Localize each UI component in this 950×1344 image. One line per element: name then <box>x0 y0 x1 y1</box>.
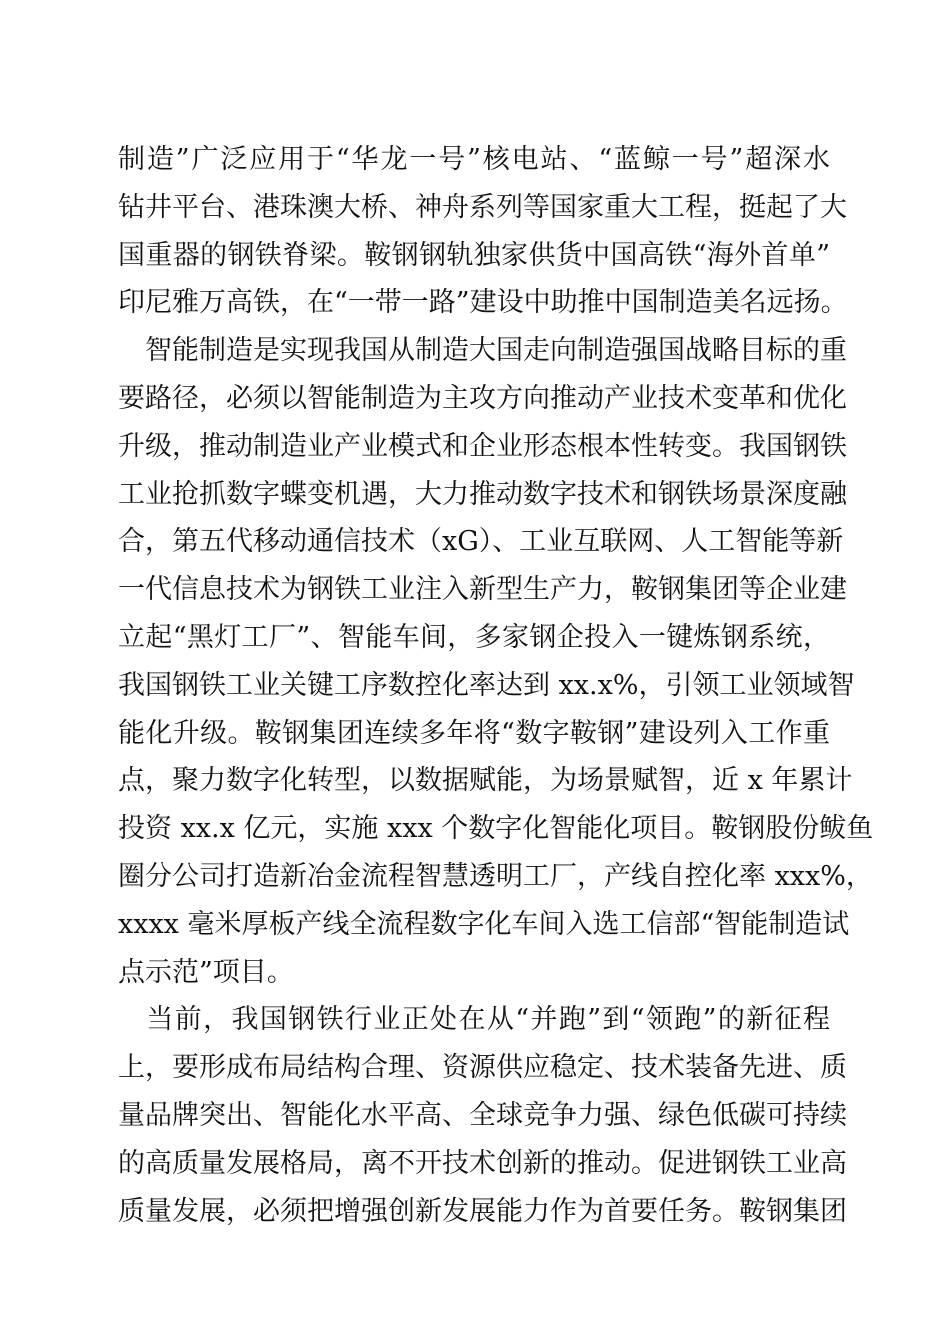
text-line: 当前，我国钢铁行业正处在从“并跑”到“领跑”的新征程 <box>118 1004 830 1036</box>
text-line: 上，要形成布局结构合理、资源供应稳定、技术装备先进、质 <box>118 1052 847 1084</box>
text-line: 制造”广泛应用于“华龙一号”核电站、“蓝鲸一号”超深水 <box>118 144 830 175</box>
text-line: 一代信息技术为钢铁工业注入新型生产力，鞍钢集团等企业建 <box>118 574 847 606</box>
text-line: 点示范”项目。 <box>118 956 294 988</box>
text-line: 智能制造是实现我国从制造大国走向制造强国战略目标的重 <box>118 335 847 367</box>
text-line: 圈分公司打造新冶金流程智慧透明工厂，产线自控化率 xxx%， <box>118 860 873 892</box>
text-line: 我国钢铁工业关键工序数控化率达到 xx.x%，引领工业领域智 <box>118 669 855 701</box>
text-line: 合，第五代移动通信技术（xG）、工业互联网、人工智能等新 <box>118 526 844 558</box>
text-line: 量品牌突出、智能化水平高、全球竞争力强、绿色低碳可持续 <box>118 1099 847 1131</box>
body-text <box>118 136 874 1235</box>
text-line: 要路径，必须以智能制造为主攻方向推动产业技术变革和优化 <box>118 382 847 414</box>
text-line: 点，聚力数字化转型，以数据赋能，为场景赋智，近 x 年累计 <box>118 765 853 797</box>
text-line: 钻井平台、港珠澳大桥、神舟系列等国家重大工程，挺起了大 <box>118 191 847 223</box>
text-line: xxxx 毫米厚板产线全流程数字化车间入选工信部“智能制造试 <box>118 908 850 940</box>
text-line: 工业抢抓数字蝶变机遇，大力推动数字技术和钢铁场景深度融 <box>118 478 847 510</box>
text-line: 投资 xx.x 亿元，实施 xxx 个数字化智能化项目。鞍钢股份鲅鱼 <box>118 813 874 845</box>
text-line: 国重器的钢铁脊梁。鞍钢钢轨独家供货中国高铁“海外首单” <box>118 239 830 271</box>
text-line: 印尼雅万高铁，在“一带一路”建设中助推中国制造美名远扬。 <box>118 287 848 319</box>
text-line: 质量发展，必须把增强创新发展能力作为首要任务。鞍钢集团 <box>118 1195 847 1227</box>
text-line: 的高质量发展格局，离不开技术创新的推动。促进钢铁工业高 <box>118 1147 847 1179</box>
text-line: 能化升级。鞍钢集团连续多年将“数字鞍钢”建设列入工作重 <box>118 717 830 749</box>
text-line: 升级，推动制造业产业模式和企业形态根本性转变。我国钢铁 <box>118 430 847 462</box>
text-line: 立起“黑灯工厂”、智能车间，多家钢企投入一键炼钢系统， <box>118 621 830 653</box>
